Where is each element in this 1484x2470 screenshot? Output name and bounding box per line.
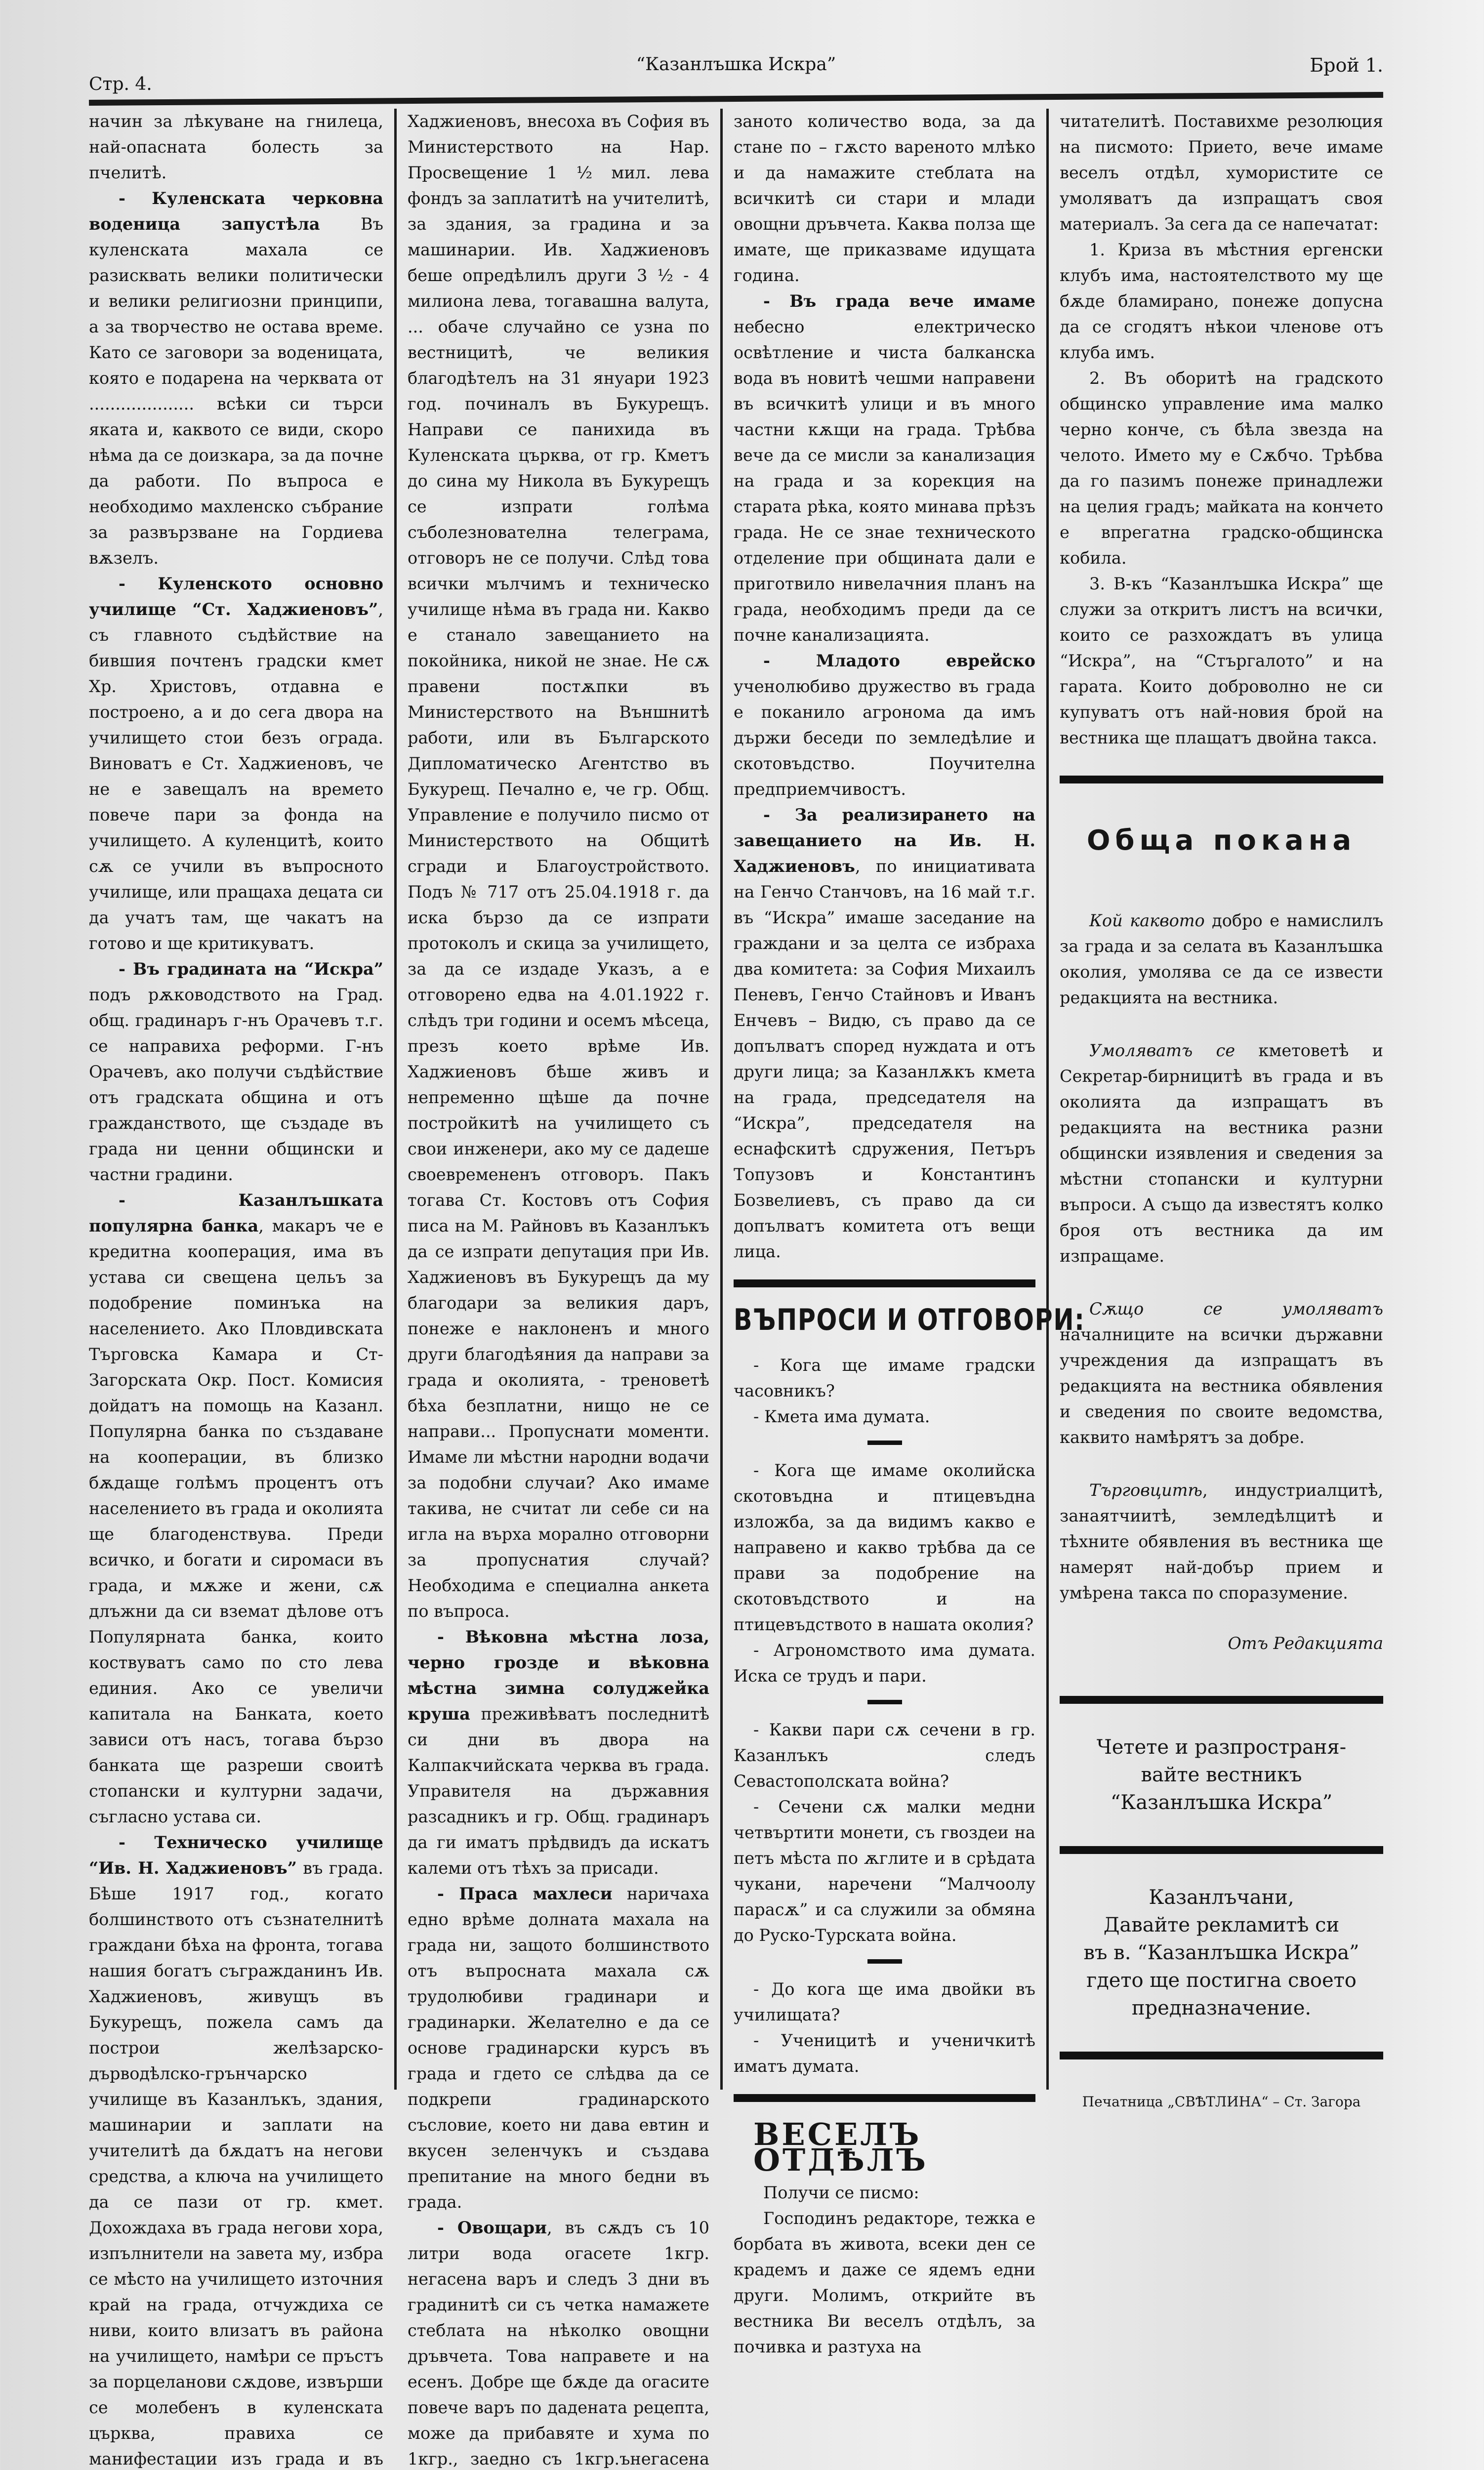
newspaper-page bbox=[89, 44, 1384, 2469]
article-lead: - Въ града вече имаме bbox=[763, 291, 1035, 311]
columns bbox=[89, 109, 1384, 2469]
humor-item: 3. В-къ “Казанлъшка Искра” ще служи за откритъ листъ на всички, които се разхождатъ въ улица “Искра”, на “Стъргалото” и на гарата. Които доброволно не си купуватъ отъ най-новия брой на вестника ще плащатъ двойна такса. bbox=[1060, 574, 1383, 747]
advertise-ad bbox=[1060, 1884, 1383, 2022]
qa-pair bbox=[734, 1976, 1035, 2079]
article-text: , съ главното съдѣйствие на бившия почтенъ градски кмет Хр. Христовъ, отдавна е построено, а и до сега двора на училището стои безъ ограда. Виноватъ е Ст. Хаджиеновъ, че не е завещалъ на времето повече пари за фонда на училището. А куленцитѣ, които сѫ се учили въ въпросното училище, или пращаха децата си да учатъ там, ще чакатъ на готово и ще критикуватъ. bbox=[89, 600, 383, 953]
paragraph: Господинъ редакторе, тежка е борбата въ живота, всеки ден се крадемъ и даже се ядемъ едни други. Молимъ, открийте въ вестника Ви веселъ отдѣлъ, за почивка и разтуха на bbox=[734, 2209, 1035, 2356]
article-text: , въ сѫдъ съ 10 литри вода огасете 1кгр. негасена варъ и следъ 3 дни въ градинитѣ си съ четка намажете стеблата на нѣколко овощни дръвчета. Това направете и на есенъ. Добре ще бѫде да огасите повече варъ по дадената рецепта, може да прибавяте и хума по 1кгр., заедно съ 1кгр.ънегасена bbox=[408, 2218, 709, 2469]
qa-divider bbox=[867, 1959, 902, 1964]
article-text: , по инициативата на Генчо Станчовъ, на 16 май т.г. въ “Искра” имаше заседание на граждани и за целта се избраха два комитета: за София Михаилъ Пеневъ, Генчо Стайновъ и Иванъ Енчевъ – Видю, съ право да се допълватъ според нуждата и отъ други лица; за Казанлѫкъ кмета на града, председателя на “Искра”, председателя на еснафскитѣ сдружения, Петъръ Топузовъ и Константинъ Бозвелиевъ, съ право да си допълватъ комитета отъ вещи лица. bbox=[734, 857, 1035, 1261]
paragraph: заното количество вода, за да стане по – гѫсто вареното млѣко и да намажите стеблата на всичкитѣ си стари и млади овощни дръвчета. Каква полза ще имате, ще приказваме идущата година. bbox=[734, 112, 1035, 285]
italic-lead: Сѫщо се умоляватъ bbox=[1089, 1299, 1383, 1318]
article-text: въ града. Бѣше 1917 год., когато болшинството отъ съзнателнитѣ граждани бѣха на фронта, тогава нашия богатъ съгражданинъ Ив. Хаджиеновъ, живущъ въ Букурещъ, пожела самъ да построи желѣзарско-дърводѣлско-грънчарско училище въ Казанлъкъ, здания, машинарии и заплати на учителитѣ да бѫдатъ на негови средства, а ключа на училището да се пази от гр. кмет. Дохождаха въ града негови хора, изпълнители на завета му, избра се мѣсто на училището източния край на града, отчуждиха се ниви, които влизатъ въ района на училището, намѣри се пръстъ за порцеланови сѫдове, извърши се молебенъ в куленската църква, правиха се манифестации изъ града и въ bbox=[89, 1858, 383, 2469]
column-4 bbox=[1046, 109, 1384, 2110]
editorial-signature: Отъ Редакцията bbox=[1228, 1634, 1383, 1653]
answer: - Ученицитѣ и ученичкитѣ иматъ думата. bbox=[734, 2031, 1035, 2076]
invitation-paragraph bbox=[1060, 908, 1383, 1011]
article-testament bbox=[734, 802, 1035, 1265]
paragraph-text: добро е намислилъ за града и за селата въ Казанлъшка околия, умолява се да се извести редакцията на вестника. bbox=[1060, 911, 1384, 1007]
question: - До кога ще има двойки въ училищата? bbox=[734, 1979, 1035, 2024]
answer: - Сечени сѫ малки медни четвъртити монети, съ гвоздеи на петъ мѣста по ѫглите и в срѣдата чукани, наречени “Малчоолу парасѫ” и са служили за обмяна до Руско-Турската война. bbox=[734, 1797, 1035, 1945]
issue-number: Брой 1. bbox=[1310, 54, 1383, 76]
column-2 bbox=[394, 109, 720, 2469]
invitation-paragraph bbox=[1060, 1296, 1383, 1450]
article-old-vine bbox=[408, 1624, 709, 1881]
section-divider bbox=[1060, 1846, 1383, 1854]
article-lead: - Овощари bbox=[437, 2218, 547, 2237]
italic-lead: Търговцитѣ bbox=[1089, 1481, 1202, 1500]
qa-pair bbox=[734, 1353, 1035, 1430]
qa-pair bbox=[734, 1458, 1035, 1689]
article-text: Въ куленската махала се разисквать велики политически и велики религиозни принципи, а за творчество не остава време. Като се заговори за воденицата, която е подарена на черквата от .................... всѣки си търси яката и, каквото се види, скоро нѣма да се доизкара, за да почне да работи. По въпроса е необходимо махленско събрание за развързване на Гордиева вѫзелъ. bbox=[89, 214, 383, 568]
italic-lead: Кой каквото bbox=[1089, 911, 1205, 930]
section-divider bbox=[734, 1279, 1035, 1287]
qa-pair bbox=[734, 1717, 1035, 1948]
ad-line: Давайте рекламитѣ си bbox=[1103, 1914, 1340, 1936]
article-text: небесно електрическо освѣтление и чиста балканска вода въ новитѣ чешми направени въ всичкитѣ улици и въ много частни кѫщи на града. Трѣбва вече да се мисли за канализация на града и за корекция на старата рѣка, която минава прѣзъ града. Не се знае техническото отделение при общината дали е приготвило нивелачния планъ на града, необходимъ преди да се почне канализацията. bbox=[734, 317, 1035, 645]
paragraph-text: началниците на всички държавни учреждения да изпращатъ въ редакцията на вестника обявления и сведения по своите ведомства, каквито намѣрятъ за добре. bbox=[1060, 1325, 1383, 1447]
italic-lead: Умоляватъ се bbox=[1089, 1041, 1236, 1060]
newspaper-title: “Казанлъшка Искра” bbox=[636, 54, 836, 75]
invitation-paragraph bbox=[1060, 1038, 1383, 1269]
article-lead: - За реализирането на завещанието на Ив. Н. Хаджиеновъ bbox=[734, 805, 1035, 876]
article-church-mill bbox=[89, 186, 383, 571]
article-lead: - Казанлъшката популярна банка bbox=[89, 1191, 383, 1235]
section-divider bbox=[734, 2094, 1035, 2102]
section-divider bbox=[1060, 1696, 1383, 1704]
article-technical-school bbox=[89, 1830, 383, 2470]
column-3 bbox=[720, 109, 1085, 2356]
article-popular-bank bbox=[89, 1188, 383, 1830]
qa-section-title: ВЪПРОСИ И ОТГОВОРИ: bbox=[734, 1303, 1085, 1337]
article-text: наричаха едно врѣме долната махала на града ни, защото болшинството отъ въпросната махала сѫ трудолюбиви градинари и градинарки. Желателно е да се основе градинарски курсъ въ града и гдето се слѣдва да се подкрепи градинарското съсловие, което ни дава евтин и вкусен зеленчукъ и създава препитание на много бедни въ града. bbox=[408, 1884, 709, 2212]
running-head bbox=[89, 54, 1383, 99]
invitation-paragraph bbox=[1060, 1478, 1383, 1606]
paragraph: читателитѣ. Поставихме резолюция на писмото: Прието, вече имаме веселъ отдѣл, хумористите се умоляватъ да изпращатъ своя материалъ. За сега да се напечатат: bbox=[1060, 112, 1383, 234]
article-lead: - Младото еврейско bbox=[763, 651, 1035, 670]
humor-item: 1. Криза въ мѣстния ергенски клубъ има, настоятелството му ще бѫде бламирано, понеже допусна да се сгодятъ нѣкои членове отъ клуба имъ. bbox=[1060, 240, 1383, 362]
article-text: , макаръ че е кредитна кооперация, има въ устава си свещена цельъ за подобрение поминъка на населението. Ако Пловдивската Търговска Камара и Ст-Загорската Окр. Пост. Комисия дойдатъ на помощь на Казанл. Популярна банка по създаване на кооперации, въ близко бѫдаще голѣмъ процентъ отъ населението въ града и околията ще благоденствува. Преди всичко, и богати и сиромаси въ града, и мѫже и жени, сѫ длъжни да си вземат дѣлове отъ Популярната банка, които коствуватъ само по сто лева единия. Ако се увеличи капитала на Банката, което зависи отъ насъ, тогава бързо банката ще разреши своитѣ стопански и културни задачи, съгласно устава си. bbox=[89, 1216, 384, 1826]
paragraph-text: кметоветѣ и Секретар-бирницитѣ въ града и въ околията да изпращатъ въ редакцията на вестника разни общински изявления и сведения за мѣстни стопански и културни въпроси. А също да известятъ колко броя отъ вестника да им изпращаме. bbox=[1060, 1041, 1383, 1266]
answer: - Агрономството има думата. Иска се трудъ и пари. bbox=[734, 1641, 1035, 1686]
column-1 bbox=[89, 109, 394, 2469]
article-prasa-mahlesi bbox=[408, 1881, 709, 2215]
article-lead: - Куленското основно училище “Ст. Хаджиеновъ” bbox=[89, 574, 383, 619]
printer-imprint: Печатница „СВѢТЛИНА“ – Ст. Загора bbox=[1082, 2094, 1361, 2110]
article-lead: - Куленската черковна воденица запустѣла bbox=[89, 189, 383, 234]
article-city-lighting bbox=[734, 288, 1035, 648]
article-fruit-growers bbox=[408, 2215, 709, 2470]
paragraph: Получи се писмо: bbox=[763, 2183, 919, 2202]
article-iskra-garden bbox=[89, 956, 383, 1188]
page-number: Стр. 4. bbox=[89, 74, 152, 94]
qa-divider bbox=[867, 1700, 902, 1704]
humor-section-title: ВЕСЕЛЪ ОТДѢЛЪ bbox=[753, 2116, 928, 2178]
article-text: преживѣватъ последнитѣ си дни въ двора на Калпакчийската черква въ града. Управителя на държавния разсадникъ и гр. Общ. градинаръ да ги иматъ прѣдвидъ да искатъ калеми отъ тѣхъ за присади. bbox=[408, 1704, 709, 1878]
read-and-share-ad bbox=[1060, 1733, 1383, 1816]
invitation-title: Обща покана bbox=[1086, 824, 1357, 857]
header-rule bbox=[89, 92, 1383, 106]
paragraph-text: , индустриалцитѣ, занаятчиитѣ, земледѣлцитѣ и тѣхните обявления въ вестника ще намерят най-добър прием и умѣрена такса по споразумение. bbox=[1060, 1481, 1383, 1603]
section-divider bbox=[1060, 776, 1383, 783]
article-lead: - Въ градината на “Искра” bbox=[119, 959, 383, 979]
question: - Какви пари сѫ сечени в гр. Казанлъкъ следъ Севастополската война? bbox=[734, 1720, 1035, 1791]
article-kulen-school bbox=[89, 571, 383, 956]
question: - Кога ще имаме градски часовникъ? bbox=[734, 1356, 1035, 1400]
article-lead: - Праса махлеси bbox=[437, 1884, 613, 1903]
ad-line: Казанлъчани, bbox=[1149, 1886, 1294, 1909]
ad-line: предназначение. bbox=[1131, 1997, 1312, 2019]
article-jewish-society bbox=[734, 648, 1035, 802]
qa-divider bbox=[867, 1441, 902, 1445]
article-lead: - Вѣковна мѣстна лоза, черно грозде и вѣковна мѣстна зимна солуджейка круша bbox=[408, 1627, 709, 1724]
paragraph: Хаджиеновъ, внесоха въ София въ Министерството на Нар. Просвещение 1 ½ мил. лева фондъ за заплатитѣ на учителитѣ, за здания, за градина и за машинарии. Ив. Хаджиеновъ беше опредѣлилъ други 3 ½ - 4 милиона лева, тогавашна валута, ... обаче случайно се узна по вестницитѣ, че великия благодѣтелъ на 31 януари 1923 год. починалъ въ Букурещъ. Направи се панихида въ Куленската църква, от гр. Кметъ до сина му Никола въ Букурещъ се изпрати голѣма съболезнователна телеграма, отговоръ не се получи. Слѣд това всички мълчимъ и техническо училище нѣма въ града ни. Какво е станало завещанието на покойника, никой не знае. Не сѫ правени постѫпки въ Министерството на Външнитѣ работи, или въ Българското Дипломатическо Агентство въ Букурещ. Печално е, че гр. Общ. Управление е получило писмо от Министерството на Общитѣ сгради и Благоустройството. Подъ № 717 отъ 25.04.1918 г. да иска бързо да се изпрати протоколъ и скица за училището, за да се издаде Указъ, а е отговорено едва на 4.01.1922 г. слѣдъ три години и осемъ мѣсеца, презъ което врѣме Ив. Хаджиеновъ бѣше живъ и непременно щѣше да почне постройкитѣ на училището съ свои инженери, ако му се дадеше своевремененъ отговоръ. Пакъ тогава Ст. Костовъ отъ София писа на М. Райновъ въ Казанлъкъ да се изпрати депутация при Ив. Хаджиеновъ въ Букурещъ да му благодари за великия даръ, понеже е наклоненъ и много други благодѣяния да направи за града и околията, - треноветѣ бѣха безплатни, нищо не се направи... Пропуснати моменти. Имаме ли мѣстни народни водачи за подобни случаи? Ако имаме такива, не считат ли себе си на игла на върха морално отговорни за пропуснатия случай? Необходима е специална анкета по въпроса. bbox=[408, 112, 709, 1621]
article-text: ученолюбиво дружество въ града е поканило агронома да имъ държи беседи по земледѣлие и скотовъдство. Поучителна предприемчивостъ. bbox=[734, 677, 1035, 799]
section-divider bbox=[1060, 2052, 1383, 2059]
article-text: подъ рѫководството на Град. общ. градинаръ г-нъ Орачевъ т.г. се направиха реформи. Г-нъ Орачевъ, ако получи съдѣйствие отъ градската община и отъ гражданството, ще създаде въ града ни ценни общински и частни градини. bbox=[89, 985, 383, 1184]
article-lead: - Техническо училище “Ив. Н. Хаджиеновъ” bbox=[89, 1833, 383, 1878]
question: - Кога ще имаме околийска скотовъдна и птицевъдна изложба, за да видимъ какво е направено и какво трѣбва да се прави за подобрение на скотовъдството и на птицевъдството в нашата околия? bbox=[734, 1461, 1035, 1634]
ad-line: “Казанлъшка Искра” bbox=[1110, 1791, 1333, 1814]
paragraph: начин за лѣкуване на гнилеца, най-опасната болесть за пчелитѣ. bbox=[89, 112, 383, 182]
ad-line: въ в. “Казанлъшка Искра” bbox=[1083, 1941, 1360, 1964]
ad-line: гдето ще постигна своето bbox=[1086, 1969, 1357, 1992]
ad-line: вайте вестникъ bbox=[1141, 1764, 1302, 1786]
humor-item: 2. Въ оборитѣ на градското общинско управление има малко черно конче, съ бѣла звезда на челото. Името му е Сѫбчо. Трѣбва да го пазимъ понеже принадлежи на целия градъ; майката на кончето е впрегатна градско-общинска кобила. bbox=[1060, 369, 1383, 568]
answer: - Кмета има думата. bbox=[753, 1407, 930, 1426]
ad-line: Четете и разпространя- bbox=[1096, 1736, 1347, 1759]
